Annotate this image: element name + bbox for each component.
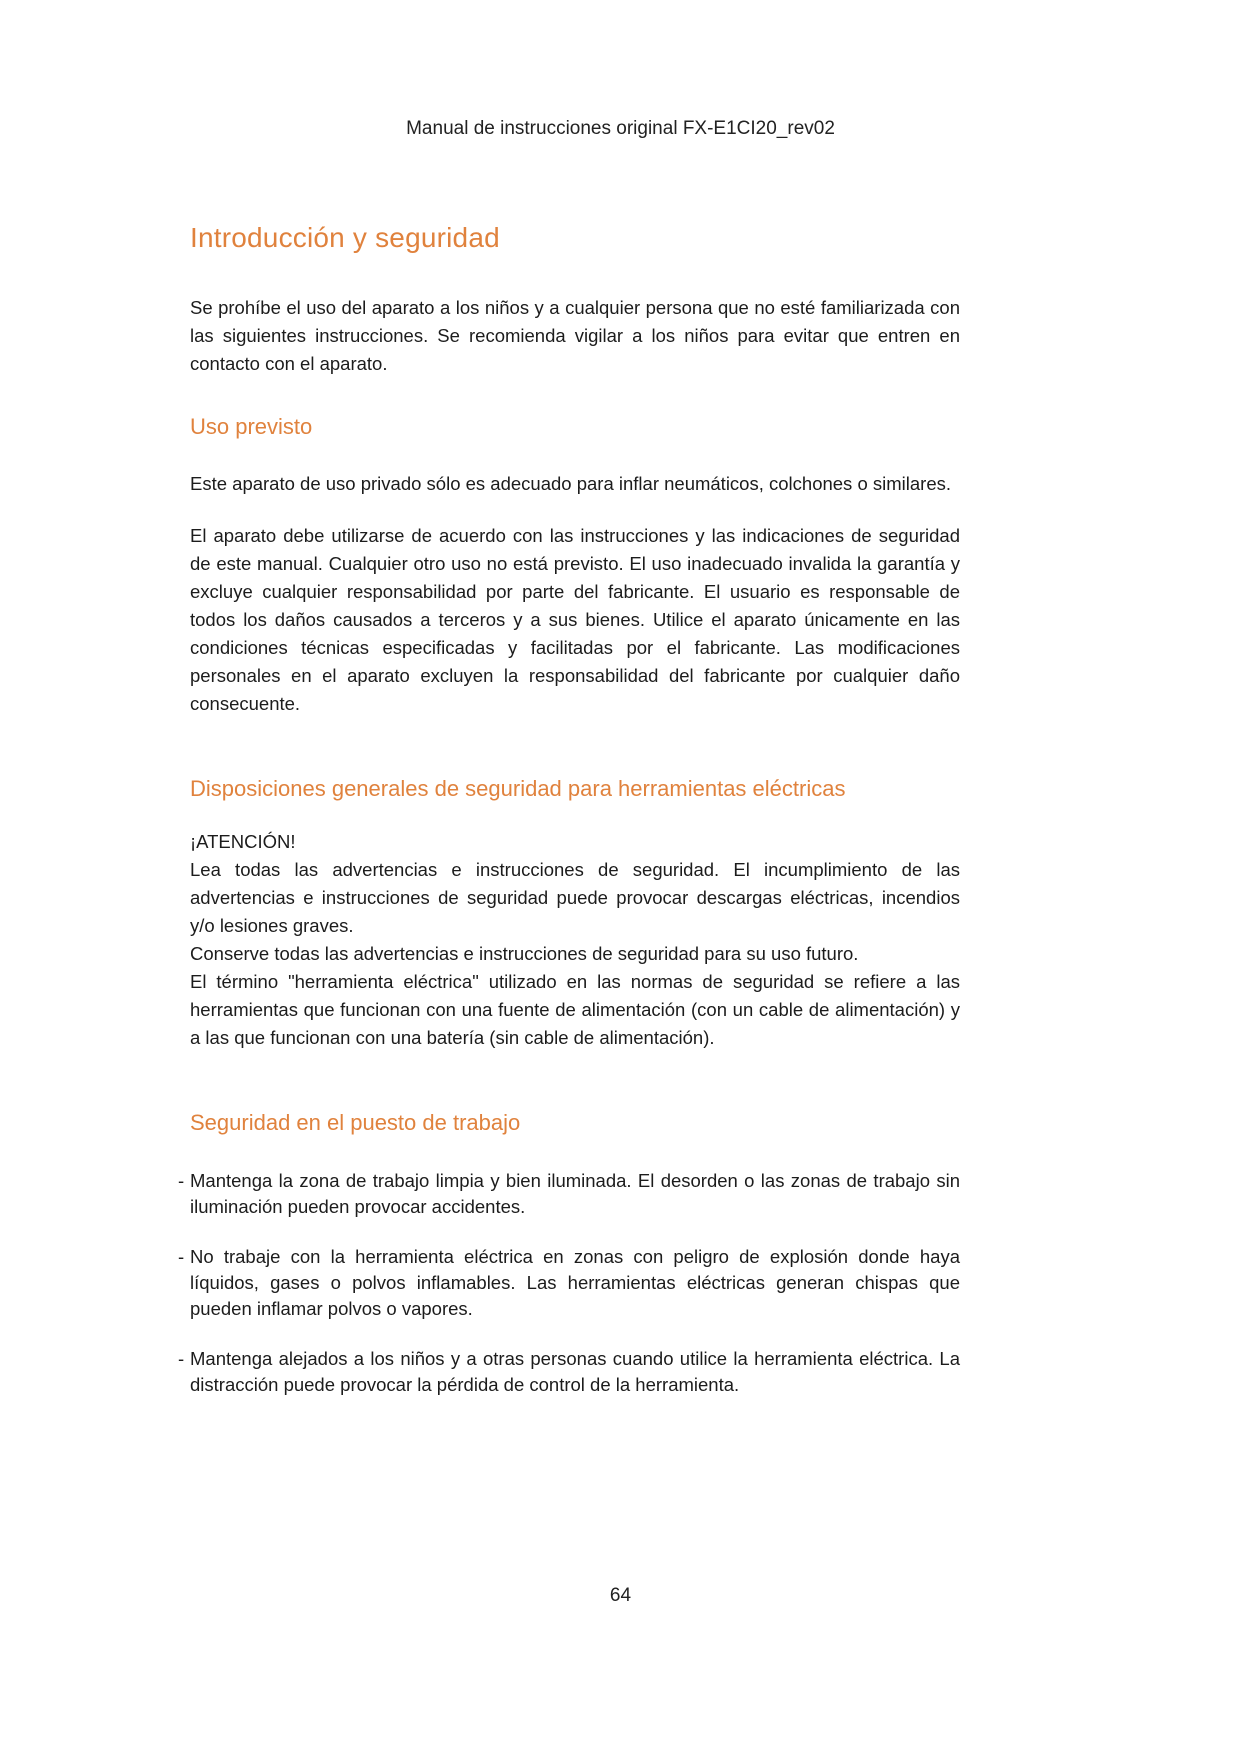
list-item <box>178 1346 960 1398</box>
general-safety-paragraph-3: El término "herramienta eléctrica" utilizado en las normas de seguridad se refiere a las herramientas que funcionan con una fuente de alimentación (con un cable de alimentación) y a las que funcionan con una batería (sin cable de alimentación). <box>190 971 960 1048</box>
page-number: 64 <box>609 1585 632 1606</box>
list-item-text: Mantenga alejados a los niños y a otras personas cuando utilice la herramienta eléctrica. La distracción puede provocar la pérdida de control de la herramienta. <box>190 1348 960 1395</box>
list-item-text: Mantenga la zona de trabajo limpia y bien iluminada. El desorden o las zonas de trabajo sin iluminación pueden provocar accidentes. <box>190 1170 960 1217</box>
intended-use-paragraph-1: Este aparato de uso privado sólo es adecuado para inflar neumáticos, colchones o similares. <box>190 473 951 494</box>
list-item <box>178 1168 960 1220</box>
list-item <box>178 1244 960 1322</box>
attention-label: ¡ATENCIÓN! <box>190 831 296 852</box>
list-dash: - <box>178 1348 185 1369</box>
page-content <box>178 222 960 1398</box>
section-title-workplace-safety: Seguridad en el puesto de trabajo <box>190 1110 521 1135</box>
section-title-intended-use: Uso previsto <box>190 414 313 439</box>
intended-use-paragraph-2: El aparato debe utilizarse de acuerdo con las instrucciones y las indicaciones de seguridad de este manual. Cualquier otro uso no está previsto. El uso inadecuado invalida la garantía y excluye cualquier responsabilidad por parte del fabricante. El usuario es responsable de todos los daños causados a terceros y a sus bienes. Utilice el aparato únicamente en las condiciones técnicas especificadas y facilitadas por el fabricante. Las modificaciones personales en el aparato excluyen la responsabilidad del fabricante por cualquier daño consecuente. <box>190 525 960 714</box>
list-dash: - <box>178 1246 185 1267</box>
section-title-introduction: Introducción y seguridad <box>190 222 500 253</box>
section-title-general-safety: Disposiciones generales de seguridad para herramientas eléctricas <box>190 776 846 801</box>
list-item-text: No trabaje con la herramienta eléctrica en zonas con peligro de explosión donde haya líquidos, gases o polvos inflamables. Las herramientas eléctricas generan chispas que pueden inflamar polvos o vapores. <box>190 1246 960 1319</box>
general-safety-paragraph-2: Conserve todas las advertencias e instrucciones de seguridad para su uso futuro. <box>190 943 859 964</box>
document-header: Manual de instrucciones original FX-E1CI20_rev02 <box>406 118 835 139</box>
intro-paragraph: Se prohíbe el uso del aparato a los niños y a cualquier persona que no esté familiarizada con las siguientes instrucciones. Se recomienda vigilar a los niños para evitar que entren en contacto con el aparato. <box>190 297 960 374</box>
list-dash: - <box>178 1170 185 1191</box>
general-safety-paragraph-1: Lea todas las advertencias e instrucciones de seguridad. El incumplimiento de las advertencias e instrucciones de seguridad puede provocar descargas eléctricas, incendios y/o lesiones graves. <box>190 859 960 936</box>
